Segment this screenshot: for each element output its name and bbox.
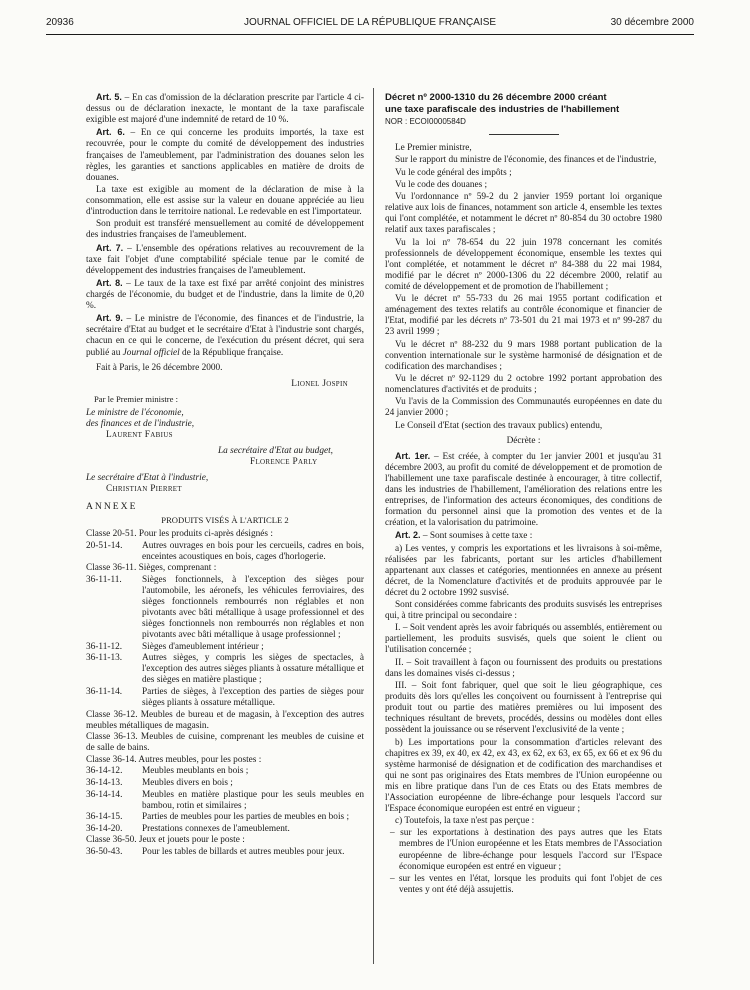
paragraph: Son produit est transféré mensuellement au comité de développement des industries françaises de l'ameublement. [86,219,364,241]
signature-block [86,379,364,495]
annexe-item-code: 36-14-20. [86,823,123,834]
annexe-item [86,687,364,709]
annexe-item-text: Meubles meublants en bois ; [142,766,249,777]
article-text: – En cas d'omission de la déclaration prescrite par l'article 4 ci-dessus ou de déclaration inexacte, le montant de la taxe parafiscale exigible est majoré d'une indemnité de retard de 10 %. [86,93,364,126]
annexe-classe: Classe 20-51. Pour les produits ci-après désignés : [86,529,273,540]
article-label: Art. 5. [96,92,122,102]
annexe-item-code: 36-11-11. [86,574,122,585]
annexe-item-text: Sièges d'ameublement intérieur ; [142,641,264,652]
visa-paragraph: Vu l'avis de la Commission des Communautés européennes en date du 24 janvier 2000 ; [385,397,662,419]
annexe-classe: Classe 36-11. Sièges, comprenant : [86,563,217,574]
article-text: – Sont soumises à cette taxe : [420,531,533,542]
article-2-paragraph: c) Toutefois, la taxe n'est pas perçue : [395,816,535,827]
right-column [385,92,662,897]
visa-paragraph: Le Premier ministre, [395,143,472,154]
header-rule [46,34,694,35]
annexe-item [86,653,364,686]
annexe-item-text: Parties de sièges, à l'exception des parties de sièges pour sièges pliants à ossature métallique. [142,687,364,709]
visa-paragraph: Vu l'ordonnance nº 59-2 du 2 janvier 1959 portant loi organique relative aux lois de finances, notamment son article 4, ensemble les textes qui l'ont complétée, et notamment le décret nº 80-854 du 30 octobre 1980 relatif aux taxes parafiscales ; [385,192,662,236]
decree-title-line-1: Décret nº 2000-1310 du 26 décembre 2000 créant [385,92,607,103]
secretary-budget-title: La secrétaire d'Etat au budget, [218,445,333,456]
visas-list [385,143,662,431]
annexe-item-code: 36-14-13. [86,778,123,789]
article-label: Art. 7. [96,242,124,253]
annexe-item [86,824,364,835]
decrete: Décrète : [506,435,541,446]
signature-intro: Par le Premier ministre : [94,393,179,404]
article-text: – Le ministre de l'économie, des finances et de l'industrie, la secrétaire d'Etat au budget et le secrétaire d'Etat à l'industrie sont chargés, chacun en ce qui le concerne, de l'exécution du présent décret, qui sera publié au [86,314,364,358]
signature-pm: Lionel Jospin [291,378,348,389]
article-label: Art. 2. [395,530,421,541]
signature-pierret: Christian Pierret [106,483,182,494]
article-2-paragraph: III. – Soit font fabriquer, quel que soit le lieu géographique, ces produits dès lors qu'elles les conçoivent ou fournissent à l'entreprise qui produit tout ou partie des matières premières ou lui imposent des techniques résultant de brevets, procédés, dessins ou modèles dont elles possèdent la jouissance ou se réservent l'exclusivité de la vente ; [385,681,662,736]
visa-paragraph: Vu le décret nº 88-232 du 9 mars 1988 portant publication de la convention internationale sur le système harmonisé de désignation et de codification des marchandises ; [385,339,662,372]
annexe-item [86,541,364,563]
article-2-paragraph: b) Les importations pour la consommation d'articles relevant des chapitres ex 39, ex 40, ex 42, ex 43, ex 62, ex 63, ex 65, ex 66 et ex 96 du système harmonisé de désignation et de codification des marchandises et qui ne sont pas originaires des Etats membres de l'Union européenne ou mis en libre pratique dans l'un de ces Etats ou des Etats membres de l'Association européenne de libre-échange pour lesquels l'accord sur l'Espace économique européen est entré en vigueur ; [385,737,662,814]
article-7 [86,243,364,277]
annexe-item-text: Parties de meubles pour les parties de meubles en bois ; [142,812,350,823]
column-divider [373,88,374,964]
annexe-item-code: 36-14-14. [86,789,123,800]
annexe-item-code: 36-11-13. [86,653,123,664]
article-2-paragraph: – sur les ventes en l'état, lorsque les produits qui font l'objet de ces ventes y ont été déjà assujettis. [390,873,662,895]
annexe-item-text: Sièges fonctionnels, à l'exception des sièges pour l'automobile, les aéronefs, les véhicules ferroviaires, des sièges fonctionnels rembourrés non réglables et non pivotants avec bâti métallique à usage professionnel et des sièges fonctionnels non rembourrés non réglables et non pivotants avec bâti métallique à usage professionnel ; [142,574,364,641]
annexe-item-code: 36-14-12. [86,766,123,777]
journal-reference: Journal officiel [122,347,180,358]
annexe-classe: Classe 36-14. Autres meubles, pour les postes : [86,754,262,765]
article-8 [86,278,364,312]
signature-parly: Florence Parly [250,456,318,467]
annexe-item-text: Meubles divers en bois ; [142,778,233,789]
minister-title: des finances et de l'industrie, [86,418,195,429]
article-label: Art. 8. [96,277,123,288]
annexe-item [86,812,364,823]
article-2-paragraphs [385,544,662,896]
article-9 [86,313,364,358]
article-text: – L'ensemble des opérations relatives au recouvrement de la taxe fait l'objet d'une comptabilité spéciale tenue par le comité de développement des industries françaises de l'ameublement. [86,243,364,276]
annexe-item-code: 20-51-14. [86,540,123,551]
visa-paragraph: Sur le rapport du ministre de l'économie, des finances et de l'industrie, [395,155,657,166]
article-2-paragraph: I. – Soit vendent après les avoir fabriqués ou assemblés, entièrement ou partiellement, les produits susvisés, quels que soient le client ou l'utilisation concernée ; [385,623,662,656]
paragraph: La taxe est exigible au moment de la déclaration de mise à la consommation, elle est assise sur la valeur en douane appréciée au lieu d'introduction dans le territoire national. Le redevable en est l'importateur. [86,184,364,217]
annexe-classe: Classe 36-12. Meubles de bureau et de magasin, à l'exception des autres meubles métalliques de magasin. [86,709,364,731]
annexe-item-text: Autres ouvrages en bois pour les cercueils, cadres en bois, enceintes acoustiques en bois, cages d'horlogerie. [142,540,364,562]
annexe-classe: Classe 36-50. Jeux et jouets pour le poste : [86,835,245,846]
secretary-industry-title: Le secrétaire d'Etat à l'industrie, [86,472,209,483]
annexe-item-text: Autres sièges, y compris les sièges de spectacles, à l'exception des autres sièges pliants à ossature métallique et des sièges en matière plastique ; [142,653,364,686]
decree-title-line-2: une taxe parafiscale des industries de l'habillement [385,104,620,116]
visa-paragraph: Vu le code des douanes ; [395,179,488,190]
page-number: 20936 [46,17,74,28]
article-2-paragraph: II. – Soit travaillent à façon ou fournissent des produits ou prestations dans les domaines visés ci-dessus ; [385,657,662,679]
annexe-item [86,766,364,777]
annexe-classe: Classe 36-13. Meubles de cuisine, comprenant les meubles de cuisine et de salle de bains. [86,732,364,754]
article-2-paragraph: Sont considérées comme fabricants des produits susvisés les entreprises qui, à titre principal ou secondaire : [385,600,662,622]
annexe-item [86,642,364,653]
visa-paragraph: Vu le décret nº 92-1129 du 2 octobre 1992 portant approbation des nomenclatures d'activités et de produits ; [385,373,662,395]
journal-title: JOURNAL OFFICIEL DE LA RÉPUBLIQUE FRANÇAISE [243,17,497,28]
annexe-title: ANNEXE [86,500,138,512]
annexe-item-code: 36-11-12. [86,641,123,652]
signature-fabius: Laurent Fabius [106,429,173,440]
annexe-item-code: 36-50-43. [86,846,123,857]
annexe-item-code: 36-14-15. [86,812,123,823]
article-6 [86,127,364,183]
done-at: Fait à Paris, le 26 décembre 2000. [96,362,223,373]
annexe-item [86,575,364,641]
article-text: de la République française. [179,347,284,358]
article-2-paragraph: a) Les ventes, y compris les exportations et les livraisons à soi-même, réalisées par les fabricants, portant sur les articles d'habillement appartenant aux classes et catégories, mentionnées en annexe au présent décret, de la Nomenclature d'activités et de produits approuvée par le décret du 2 octobre 1992 susvisé. [385,543,662,598]
visa-paragraph: Vu le code général des impôts ; [395,167,512,178]
annexe-item-code: 36-11-14. [86,687,123,698]
issue-date: 30 décembre 2000 [610,17,694,28]
annexe-item [86,847,364,858]
article-1 [385,451,662,529]
article-5 [86,92,364,126]
annexe-item-text: Meubles en matière plastique pour les seuls meubles en bambou, rotin et similaires ; [142,789,364,811]
page-header [46,17,694,31]
title-rule [489,134,559,135]
article-text: – En ce qui concerne les produits importés, la taxe est recouvrée, pour le compte du comité de développement des industries françaises de l'ameublement, par l'administration des douanes selon les règles, les garanties et sanctions applicables en matière de droits de douanes. [86,128,365,183]
nor-reference: NOR : ECOI0000584D [385,116,466,126]
article-2-paragraph: – sur les exportations à destination des pays autres que les Etats membres de l'Union européenne et les Etats membres de l'Association européenne de libre-échange pour lesquels l'accord sur l'Espace économique européen est entré en vigueur ; [390,828,662,872]
visa-paragraph: Vu la loi nº 78-654 du 22 juin 1978 concernant les comités professionnels de développement économique, ensemble les textes qui l'ont complétée, et notamment le décret nº 84-388 du 22 mai 1984, modifié par le décret nº 2000-1306 du 22 décembre 2000, relatif au comité de développement et de promotion de l'habillement ; [385,237,662,292]
article-label: Art. 1er. [395,450,431,461]
annexe-subtitle: PRODUITS VISÉS À L'ARTICLE 2 [161,514,289,525]
article-2 [385,530,662,542]
left-column [86,92,364,858]
visa-paragraph: Le Conseil d'Etat (section des travaux publics) entendu, [395,420,603,431]
annexe-item-text: Pour les tables de billards et autres meubles pour jeux. [142,846,345,857]
annexe-item-text: Prestations connexes de l'ameublement. [142,823,290,834]
annexe-list [86,529,364,858]
annexe-item [86,790,364,812]
minister-title: Le ministre de l'économie, [86,407,184,418]
visa-paragraph: Vu le décret nº 55-733 du 26 mai 1955 portant codification et aménagement des textes relatifs au contrôle économique et financier de l'Etat, modifié par les décrets nº 73-501 du 21 mai 1973 et nº 99-287 du 23 avril 1999 ; [385,294,662,338]
article-label: Art. 9. [96,313,123,324]
article-text: – Est créée, à compter du 1er janvier 2001 et jusqu'au 31 décembre 2003, au profit du comité de développement et de promotion de l'habillement une taxe parafiscale destinée à encourager, à titre collectif, dans les industries de l'habillement, l'amélioration des relations entre les entreprises, de l'information des acteurs économiques, des conditions de formation du personnel ainsi que la promotion des ventes et de la création, et la valorisation du patrimoine. [385,451,662,529]
article-text: – Le taux de la taxe est fixé par arrêté conjoint des ministres chargés de l'économie, du budget et de l'industrie, dans la limite de 0,20 %. [86,278,364,312]
annexe-item [86,778,364,789]
article-label: Art. 6. [96,127,125,138]
